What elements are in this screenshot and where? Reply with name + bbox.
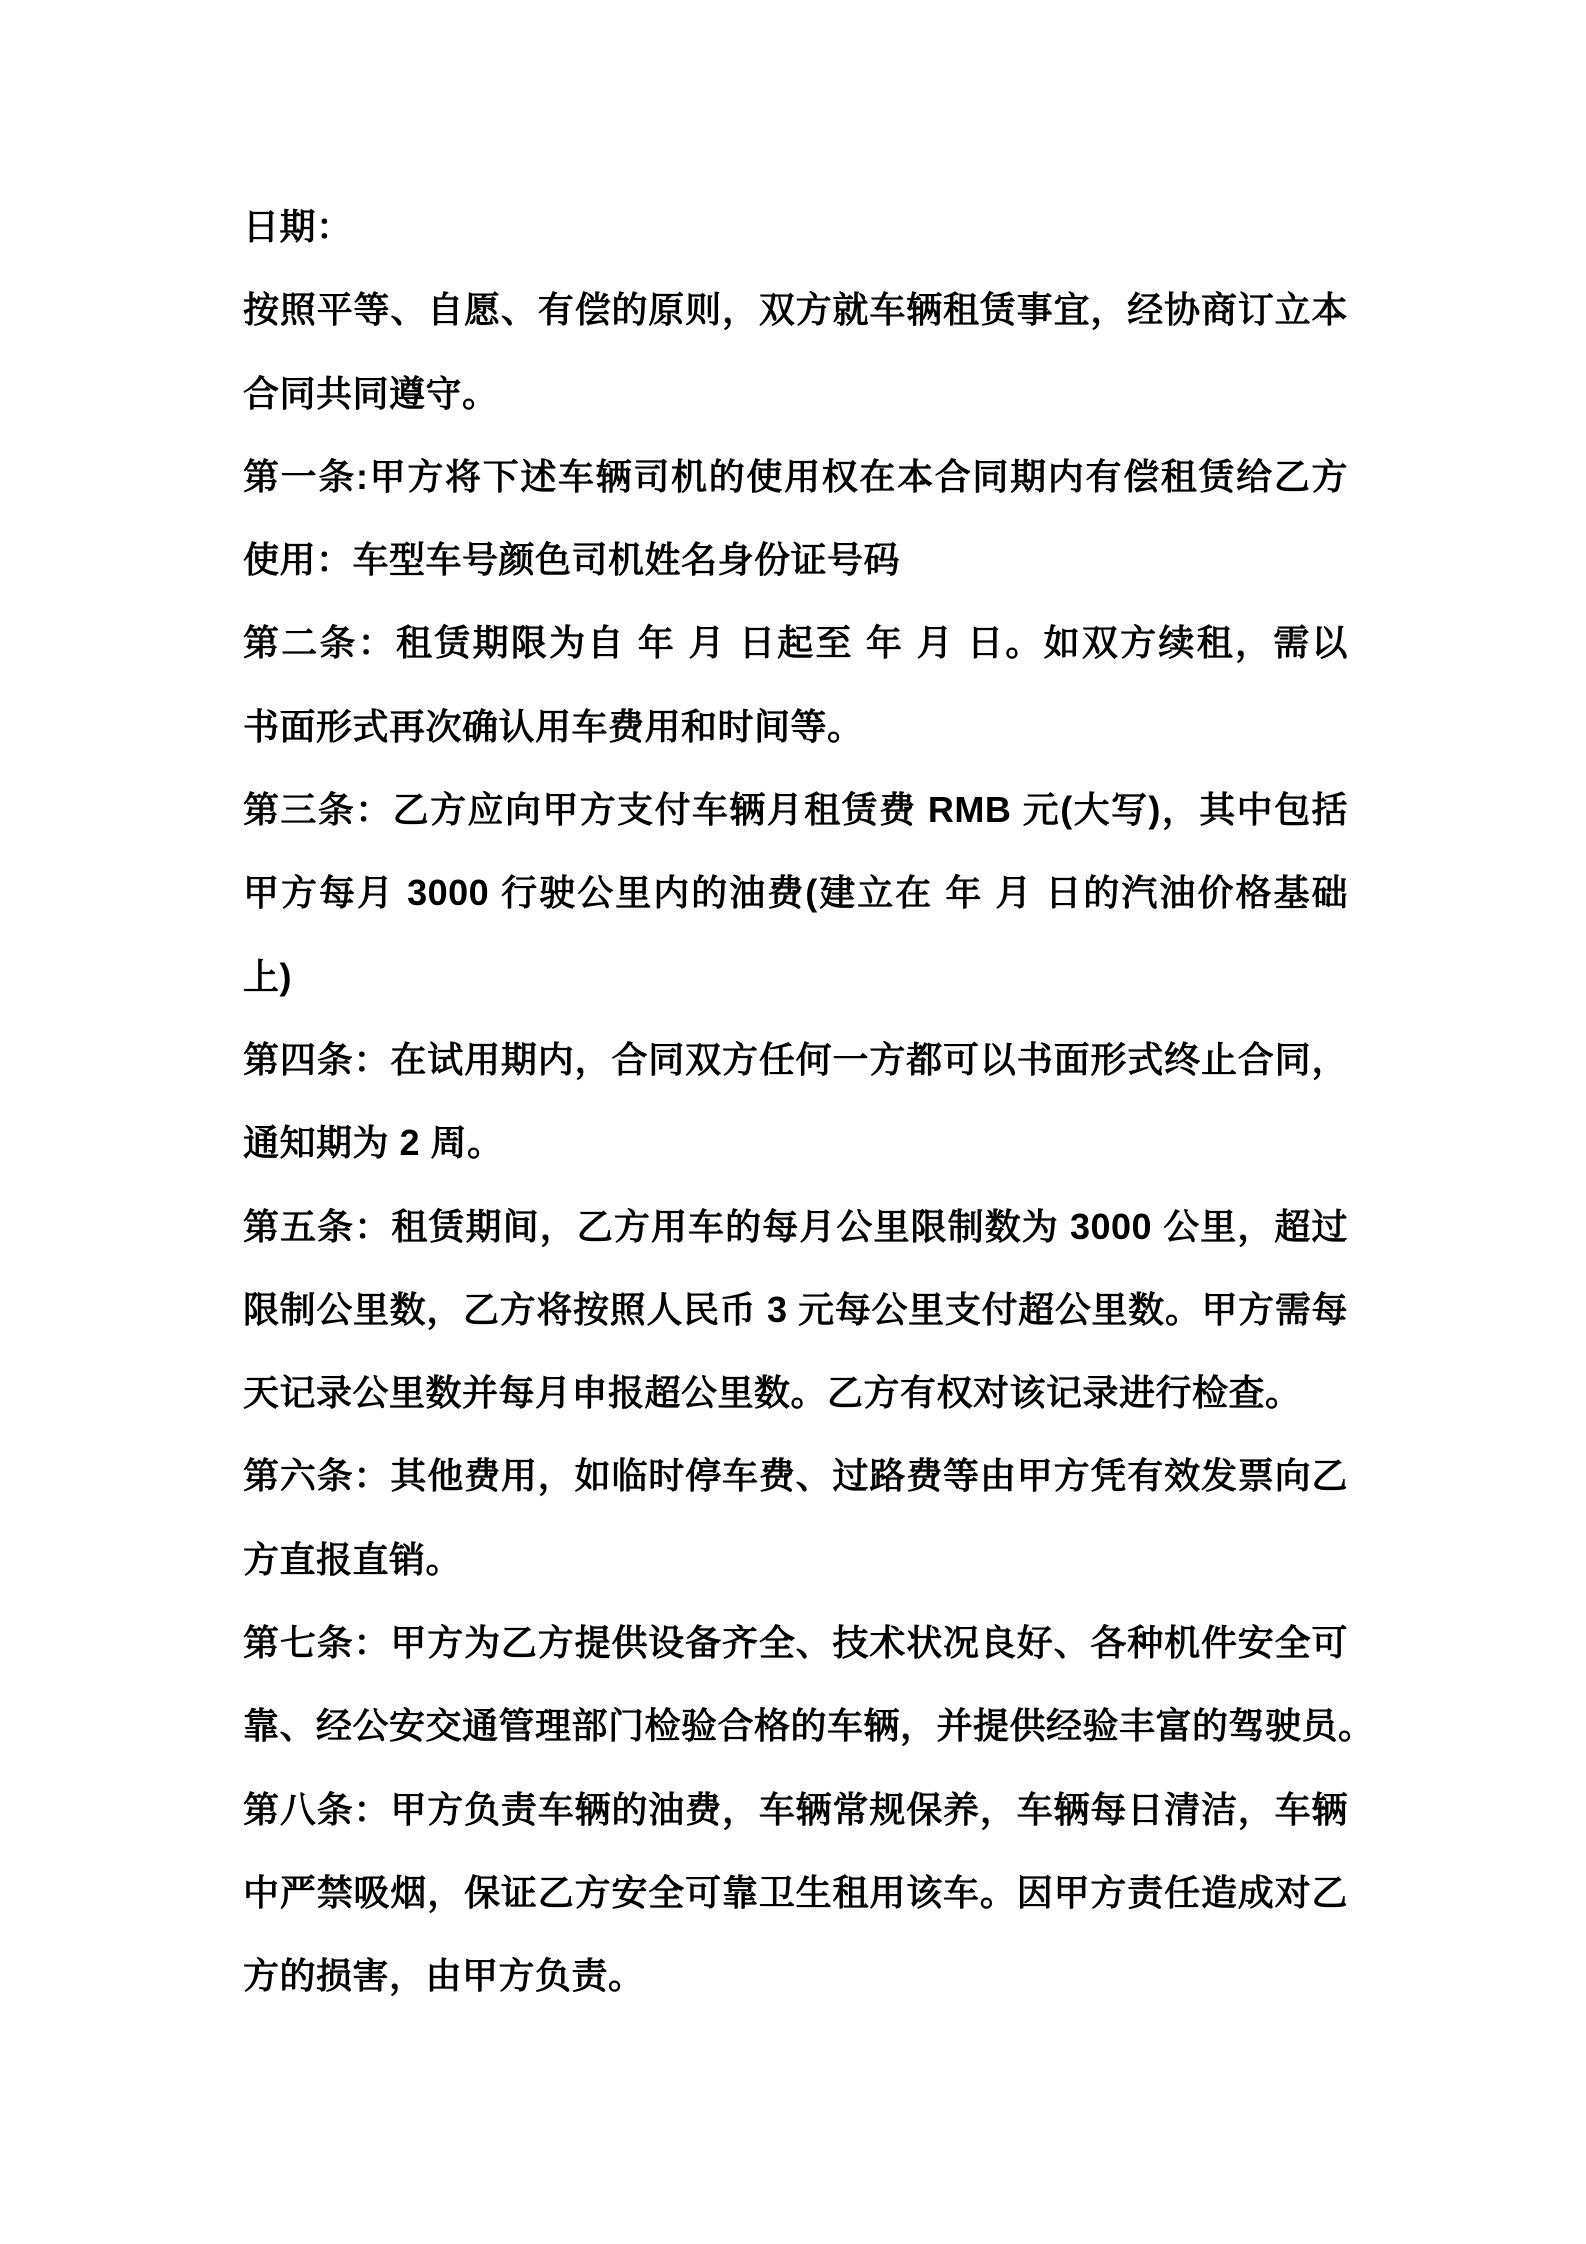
line-clause-8b: 中严禁吸烟，保证乙方安全可靠卫生租用该车。因甲方责任造成对乙 xyxy=(243,1871,1348,1913)
line-clause-7b: 靠、经公安交通管理部门检验合格的车辆，并提供经验丰富的驾驶员。 xyxy=(243,1705,1375,1747)
line-clause-3b: 甲方每月 3000 行驶公里内的油费(建立在 年 月 日的汽油价格基础 xyxy=(243,872,1348,914)
line-clause-3a: 第三条：乙方应向甲方支付车辆月租赁费 RMB 元(大写)，其中包括 xyxy=(243,789,1348,831)
line-clause-8a: 第八条：甲方负责车辆的油费，车辆常规保养，车辆每日清洁，车辆 xyxy=(243,1788,1348,1830)
line-clause-6b: 方直报直销。 xyxy=(243,1538,463,1580)
line-clause-5b: 限制公里数，乙方将按照人民币 3 元每公里支付超公里数。甲方需每 xyxy=(243,1288,1348,1330)
line-clause-1b: 使用：车型车号颜色司机姓名身份证号码 xyxy=(243,539,901,581)
line-preamble-1: 按照平等、自愿、有偿的原则，双方就车辆租赁事宜，经协商订立本 xyxy=(243,289,1348,331)
line-clause-8c: 方的损害，由甲方负责。 xyxy=(243,1955,645,1997)
line-clause-4a: 第四条：在试用期内，合同双方任何一方都可以书面形式终止合同， xyxy=(243,1038,1348,1080)
line-clause-6a: 第六条：其他费用，如临时停车费、过路费等由甲方凭有效发票向乙 xyxy=(243,1455,1348,1497)
line-clause-2a: 第二条：租赁期限为自 年 月 日起至 年 月 日。如双方续租，需以 xyxy=(243,622,1348,664)
line-clause-3c: 上) xyxy=(243,955,292,997)
line-clause-5c: 天记录公里数并每月申报超公里数。乙方有权对该记录进行检查。 xyxy=(243,1372,1302,1414)
line-date-label: 日期： xyxy=(243,206,353,247)
line-clause-5a: 第五条：租赁期间，乙方用车的每月公里限制数为 3000 公里，超过 xyxy=(243,1205,1348,1247)
contract-text-block xyxy=(243,185,1375,2018)
line-clause-4b: 通知期为 2 周。 xyxy=(243,1122,504,1164)
line-clause-2b: 书面形式再次确认用车费用和时间等。 xyxy=(243,705,864,747)
line-clause-1a: 第一条:甲方将下述车辆司机的使用权在本合同期内有偿租赁给乙方 xyxy=(243,455,1348,497)
line-preamble-2: 合同共同遵守。 xyxy=(243,372,499,414)
line-clause-7a: 第七条：甲方为乙方提供设备齐全、技术状况良好、各种机件安全可 xyxy=(243,1622,1348,1664)
